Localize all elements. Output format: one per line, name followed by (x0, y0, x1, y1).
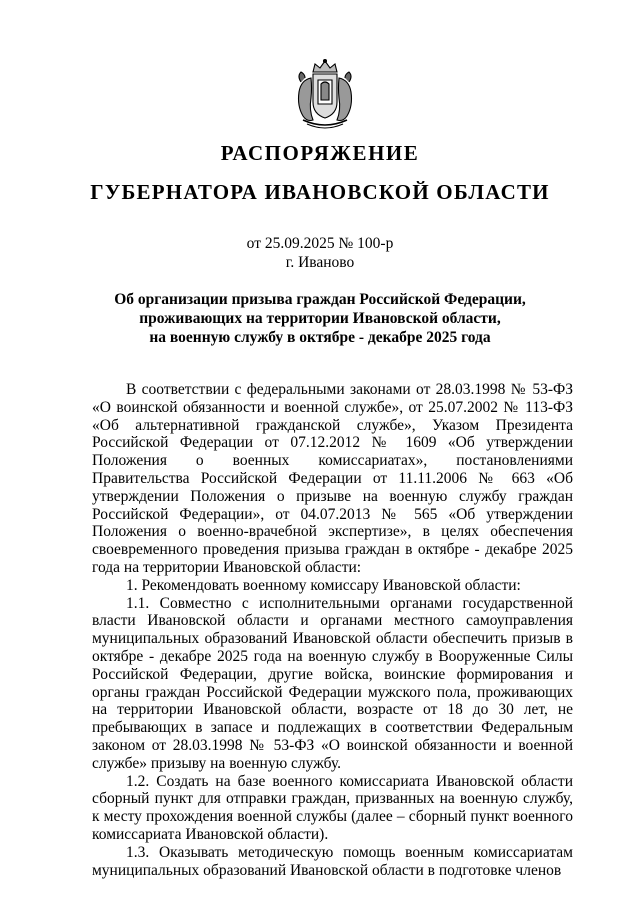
preamble-paragraph: В соответствии с федеральными законами от 28.03.1998 № 53-ФЗ «О воинской обязанности и военной службе», от 25.07.2002 № 113-ФЗ «Об альтернативной гражданской службе», Указом Президента Российской Федерации от 07.12.2012 № 1609 «Об утверждении Положения о военных комиссариатах», постановлениями Правительства Российской Федерации от 11.11.2006 № 663 «Об утверждении Положения о призыве на военную службу граждан Российской Федерации», от 04.07.2013 № 565 «Об утверждении Положения о военно-врачебной экспертизе», в целях обеспечения своевременного проведения призыва граждан в октябре - декабре 2025 года на территории Ивановской области: (92, 381, 573, 576)
subject-line: Об организации призыва граждан Российской Федерации, (114, 291, 526, 308)
subject-line: на военную службу в октябре - декабре 2025 года (149, 329, 491, 346)
clause-1-3: 1.3. Оказывать методическую помощь военным комиссариатам муниципальных образований Ивановской области в подготовке членов (92, 843, 573, 879)
document-subject (60, 290, 580, 347)
clause-1-1: 1.1. Совместно с исполнительными органами государственной власти Ивановской области и органами местного самоуправления муниципальных образований Ивановской области обеспечить призыв в октябре - декабре 2025 года на военную службу в Вооруженные Силы Российской Федерации, другие войска, воинские формирования и органы граждан Российской Федерации мужского пола, проживающих на территории Ивановской области, возрасте от 18 до 30 лет, не пребывающих в запасе и подлежащих в соответствии Федеральным законом от 28.03.1998 № 53-ФЗ «О воинской обязанности и военной службе» призыву на военную службу. (92, 594, 573, 772)
document-date-number: от 25.09.2025 № 100-р (246, 235, 394, 252)
document-title: РАСПОРЯЖЕНИЕ (220, 141, 420, 165)
subject-line: проживающих на территории Ивановской области, (139, 310, 501, 327)
clause-1-2: 1.2. Создать на базе военного комиссариата Ивановской области сборный пункт для отправки граждан, призванных на военную службу, к месту прохождения военной службы (далее – сборный пункт военного комиссариата Ивановской области). (92, 772, 573, 843)
ivanovo-coat-of-arms-icon (291, 58, 359, 130)
document-body (92, 381, 573, 879)
document-city: г. Иваново (285, 254, 355, 271)
clause-1: 1. Рекомендовать военному комиссару Ивановской области: (126, 576, 521, 594)
document-issuer: ГУБЕРНАТОРА ИВАНОВСКОЙ ОБЛАСТИ (90, 180, 550, 204)
